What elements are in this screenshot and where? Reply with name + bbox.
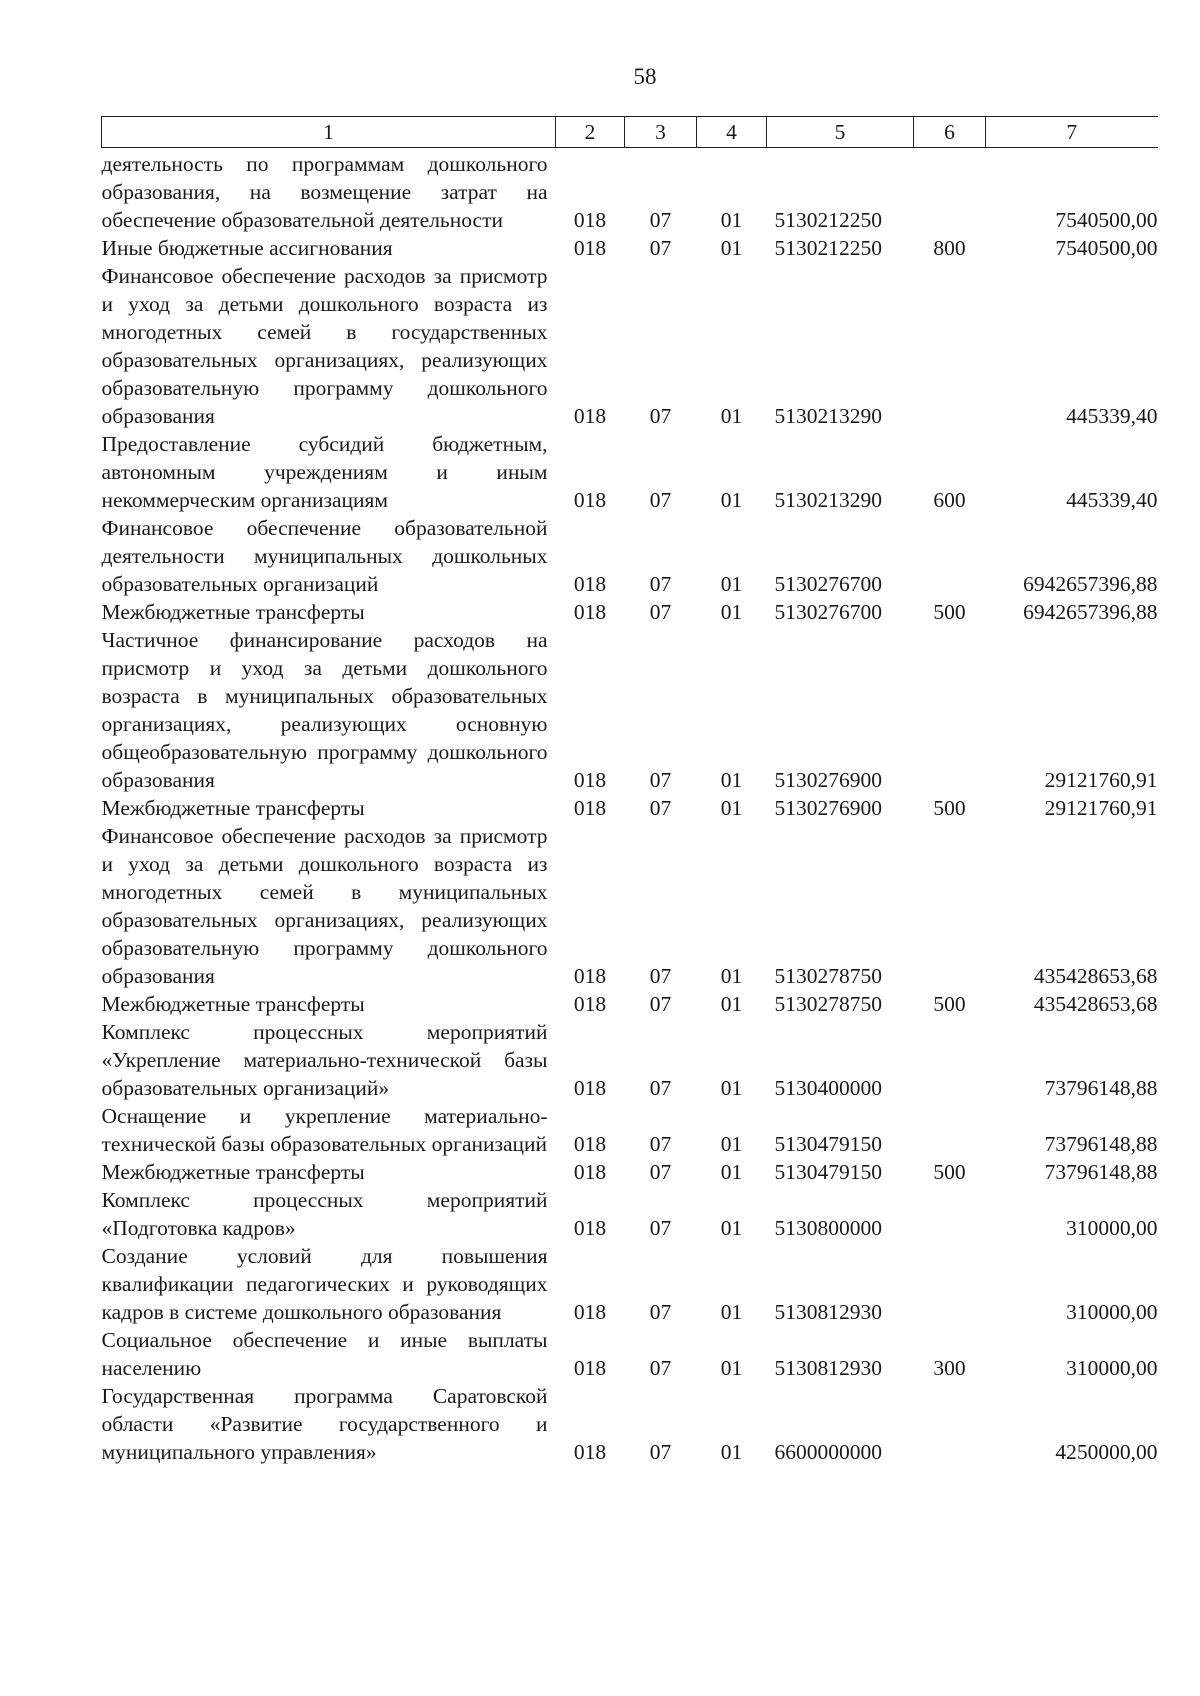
row-subsection-code: 01 <box>720 1300 743 1324</box>
row-ministry-code: 018 <box>573 796 607 820</box>
table-row <box>102 598 1158 626</box>
row-subsection-code: 01 <box>720 488 743 512</box>
row-section-code: 07 <box>649 1300 672 1324</box>
row-amount: 310000,00 <box>1066 1216 1158 1240</box>
row-expense-type <box>914 1382 986 1466</box>
row-name: Комплекс процессных мероприятий «Подготовка кадров» <box>101 1188 548 1240</box>
table-row <box>102 1326 1158 1382</box>
table-row <box>102 1186 1158 1242</box>
row-name: Межбюджетные трансферты <box>101 600 365 624</box>
table-row <box>102 234 1158 262</box>
table-row <box>102 148 1158 235</box>
row-subsection-code: 01 <box>720 236 743 260</box>
table-row <box>102 1102 1158 1158</box>
row-target-article: 5130812930 <box>774 1300 882 1324</box>
row-subsection-code: 01 <box>720 1160 743 1184</box>
row-ministry-code: 018 <box>573 1440 607 1464</box>
table-row <box>102 514 1158 598</box>
row-ministry-code: 018 <box>573 1356 607 1380</box>
row-target-article: 5130276700 <box>774 600 882 624</box>
row-name: Оснащение и укрепление материально-технической базы образовательных организаций <box>101 1104 548 1156</box>
row-ministry-code: 018 <box>573 236 607 260</box>
row-amount: 29121760,91 <box>1044 768 1158 792</box>
header-col-7: 7 <box>986 117 1158 148</box>
row-name: Межбюджетные трансферты <box>101 796 365 820</box>
row-subsection-code: 01 <box>720 208 743 232</box>
header-col-5: 5 <box>767 117 914 148</box>
row-target-article: 5130212250 <box>774 208 882 232</box>
row-expense-type: 500 <box>933 796 966 820</box>
row-subsection-code: 01 <box>720 768 743 792</box>
header-col-2: 2 <box>556 117 625 148</box>
row-ministry-code: 018 <box>573 964 607 988</box>
row-section-code: 07 <box>649 796 672 820</box>
row-section-code: 07 <box>649 236 672 260</box>
row-expense-type <box>914 514 986 598</box>
table-row <box>102 430 1158 514</box>
row-subsection-code: 01 <box>720 404 743 428</box>
row-target-article: 5130213290 <box>774 404 882 428</box>
header-col-6: 6 <box>914 117 986 148</box>
row-expense-type: 500 <box>933 992 966 1016</box>
row-subsection-code: 01 <box>720 1076 743 1100</box>
row-name: Создание условий для повышения квалификации педагогических и руководящих кадров в системе дошкольного образования <box>101 1244 548 1324</box>
row-target-article: 5130276700 <box>774 572 882 596</box>
row-amount: 73796148,88 <box>1044 1132 1158 1156</box>
row-subsection-code: 01 <box>720 1216 743 1240</box>
row-section-code: 07 <box>649 572 672 596</box>
row-subsection-code: 01 <box>720 964 743 988</box>
row-subsection-code: 01 <box>720 1440 743 1464</box>
header-col-3: 3 <box>625 117 697 148</box>
row-ministry-code: 018 <box>573 208 607 232</box>
row-name: Государственная программа Саратовской области «Развитие государственного и муниципального управления» <box>101 1384 548 1464</box>
header-row <box>102 117 1158 148</box>
row-target-article: 6600000000 <box>774 1440 882 1464</box>
row-target-article: 5130213290 <box>774 488 882 512</box>
row-amount: 73796148,88 <box>1044 1076 1158 1100</box>
table-row <box>102 1382 1158 1466</box>
row-expense-type <box>914 822 986 990</box>
row-expense-type <box>914 1186 986 1242</box>
row-name: деятельность по программам дошкольного образования, на возмещение затрат на обеспечение образовательной деятельности <box>101 152 548 232</box>
row-name: Иные бюджетные ассигнования <box>101 236 393 260</box>
row-section-code: 07 <box>649 992 672 1016</box>
row-amount: 310000,00 <box>1066 1356 1158 1380</box>
row-name: Финансовое обеспечение расходов за присмотр и уход за детьми дошкольного возраста из многодетных семей в муниципальных образовательных организациях, реализующих образовательную программу дошкольного образования <box>101 824 548 988</box>
row-name: Частичное финансирование расходов на присмотр и уход за детьми дошкольного возраста в муниципальных образовательных организациях, реализующих основную общеобразовательную программу дошкольного образования <box>101 628 548 792</box>
table-row <box>102 262 1158 430</box>
row-expense-type: 300 <box>933 1356 966 1380</box>
row-target-article: 5130278750 <box>774 964 882 988</box>
table-row <box>102 1018 1158 1102</box>
row-amount: 7540500,00 <box>1055 236 1158 260</box>
row-expense-type <box>914 1242 986 1326</box>
row-expense-type <box>914 148 986 235</box>
row-amount: 4250000,00 <box>1055 1440 1158 1464</box>
table-row <box>102 990 1158 1018</box>
row-subsection-code: 01 <box>720 992 743 1016</box>
row-amount: 310000,00 <box>1066 1300 1158 1324</box>
row-target-article: 5130479150 <box>774 1132 882 1156</box>
page-number: 58 <box>633 64 657 89</box>
row-amount: 7540500,00 <box>1055 208 1158 232</box>
row-ministry-code: 018 <box>573 488 607 512</box>
row-section-code: 07 <box>649 768 672 792</box>
row-section-code: 07 <box>649 1356 672 1380</box>
row-section-code: 07 <box>649 208 672 232</box>
header-col-1: 1 <box>102 117 556 148</box>
row-amount: 435428653,68 <box>1033 992 1158 1016</box>
table-row <box>102 626 1158 794</box>
header-col-4: 4 <box>697 117 767 148</box>
row-ministry-code: 018 <box>573 1216 607 1240</box>
row-expense-type <box>914 1018 986 1102</box>
row-subsection-code: 01 <box>720 1356 743 1380</box>
row-amount: 435428653,68 <box>1033 964 1158 988</box>
row-name: Предоставление субсидий бюджетным, автономным учреждениям и иным некоммерческим организациям <box>101 432 548 512</box>
row-target-article: 5130800000 <box>774 1216 882 1240</box>
table-row <box>102 1242 1158 1326</box>
row-ministry-code: 018 <box>573 1076 607 1100</box>
row-ministry-code: 018 <box>573 1132 607 1156</box>
row-ministry-code: 018 <box>573 404 607 428</box>
row-name: Социальное обеспечение и иные выплаты населению <box>101 1328 548 1380</box>
row-section-code: 07 <box>649 964 672 988</box>
row-name: Межбюджетные трансферты <box>101 1160 365 1184</box>
table-row <box>102 1158 1158 1186</box>
row-ministry-code: 018 <box>573 600 607 624</box>
row-ministry-code: 018 <box>573 572 607 596</box>
row-subsection-code: 01 <box>720 1132 743 1156</box>
table-header <box>102 117 1158 148</box>
row-amount: 6942657396,88 <box>1023 600 1158 624</box>
table-row <box>102 794 1158 822</box>
row-expense-type: 500 <box>933 1160 966 1184</box>
row-name: Межбюджетные трансферты <box>101 992 365 1016</box>
row-ministry-code: 018 <box>573 1160 607 1184</box>
row-section-code: 07 <box>649 1440 672 1464</box>
row-target-article: 5130278750 <box>774 992 882 1016</box>
row-amount: 445339,40 <box>1066 404 1158 428</box>
row-name: Комплекс процессных мероприятий «Укрепление материально-технической базы образовательных организаций» <box>101 1020 548 1100</box>
row-expense-type <box>914 626 986 794</box>
row-target-article: 5130479150 <box>774 1160 882 1184</box>
row-amount: 73796148,88 <box>1044 1160 1158 1184</box>
row-section-code: 07 <box>649 1076 672 1100</box>
row-subsection-code: 01 <box>720 572 743 596</box>
row-target-article: 5130400000 <box>774 1076 882 1100</box>
row-target-article: 5130276900 <box>774 796 882 820</box>
row-target-article: 5130212250 <box>774 236 882 260</box>
row-subsection-code: 01 <box>720 796 743 820</box>
row-section-code: 07 <box>649 1132 672 1156</box>
row-expense-type: 800 <box>933 236 966 260</box>
table-row <box>102 822 1158 990</box>
budget-table <box>101 116 1158 1466</box>
row-ministry-code: 018 <box>573 768 607 792</box>
row-subsection-code: 01 <box>720 600 743 624</box>
row-amount: 6942657396,88 <box>1023 572 1158 596</box>
row-amount: 445339,40 <box>1066 488 1158 512</box>
row-section-code: 07 <box>649 404 672 428</box>
row-expense-type: 500 <box>933 600 966 624</box>
row-name: Финансовое обеспечение расходов за присмотр и уход за детьми дошкольного возраста из многодетных семей в государственных образовательных организациях, реализующих образовательную программу дошкольного образования <box>101 264 548 428</box>
row-name: Финансовое обеспечение образовательной деятельности муниципальных дошкольных образовательных организаций <box>101 516 548 596</box>
row-ministry-code: 018 <box>573 992 607 1016</box>
row-ministry-code: 018 <box>573 1300 607 1324</box>
table-body <box>102 148 1158 1467</box>
row-target-article: 5130812930 <box>774 1356 882 1380</box>
row-section-code: 07 <box>649 1216 672 1240</box>
row-expense-type <box>914 262 986 430</box>
row-expense-type: 600 <box>933 488 966 512</box>
row-section-code: 07 <box>649 1160 672 1184</box>
row-section-code: 07 <box>649 488 672 512</box>
row-target-article: 5130276900 <box>774 768 882 792</box>
row-amount: 29121760,91 <box>1044 796 1158 820</box>
row-section-code: 07 <box>649 600 672 624</box>
row-expense-type <box>914 1102 986 1158</box>
